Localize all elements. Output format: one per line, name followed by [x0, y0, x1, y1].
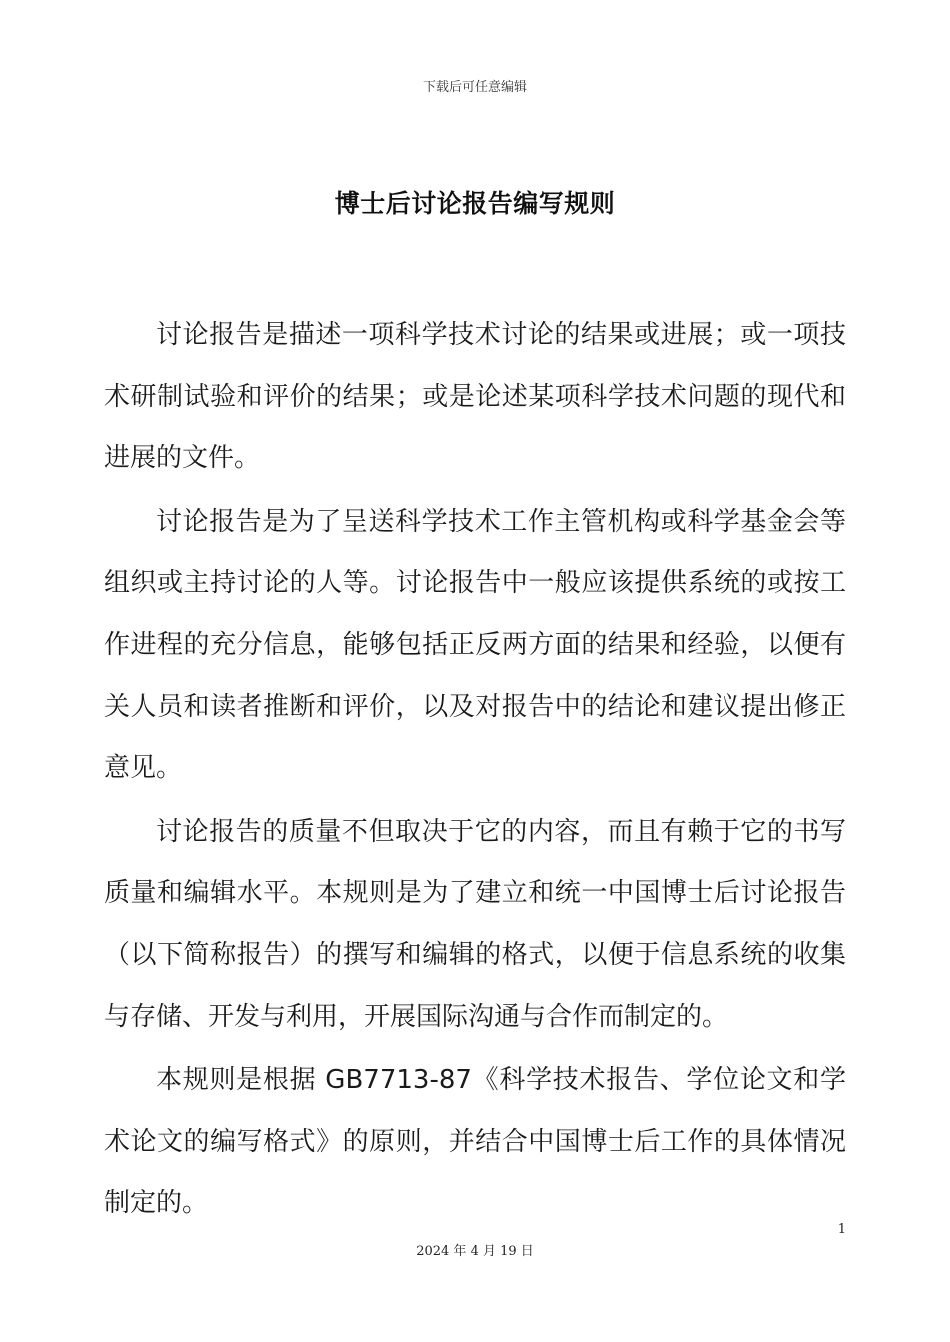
- footer-date: 2024 年 4 月 19 日: [416, 1244, 534, 1259]
- paragraph-4: 本规则是根据 GB7713-87《科学技术报告、学位论文和学术论文的编写格式》的原则，并结合中国博士后工作的具体情况制定的。: [104, 1065, 846, 1219]
- paragraph-2: 讨论报告是为了呈送科学技术工作主管机构或科学基金会等组织或主持讨论的人等。讨论报告中一般应该提供系统的或按工作进程的充分信息，能够包括正反两方面的结果和经验，以便有关人员和读者推断和评价，以及对报告中的结论和建议提出修正意见。: [104, 506, 846, 784]
- paragraph-1: 讨论报告是描述一项科学技术讨论的结果或进展；或一项技术研制试验和评价的结果；或是论述某项科学技术问题的现代和进展的文件。: [104, 320, 846, 474]
- paragraph-3: 讨论报告的质量不但取决于它的内容，而且有赖于它的书写质量和编辑水平。本规则是为了建立和统一中国博士后讨论报告（以下简称报告）的撰写和编辑的格式，以便于信息系统的收集与存储、开发与利用，开展国际沟通与合作而制定的。: [104, 816, 846, 1032]
- document-body: [104, 305, 846, 1237]
- page-number: 1: [837, 1222, 846, 1237]
- header-note: 下载后可任意编辑: [422, 80, 527, 95]
- document-title: 博士后讨论报告编写规则: [334, 189, 616, 218]
